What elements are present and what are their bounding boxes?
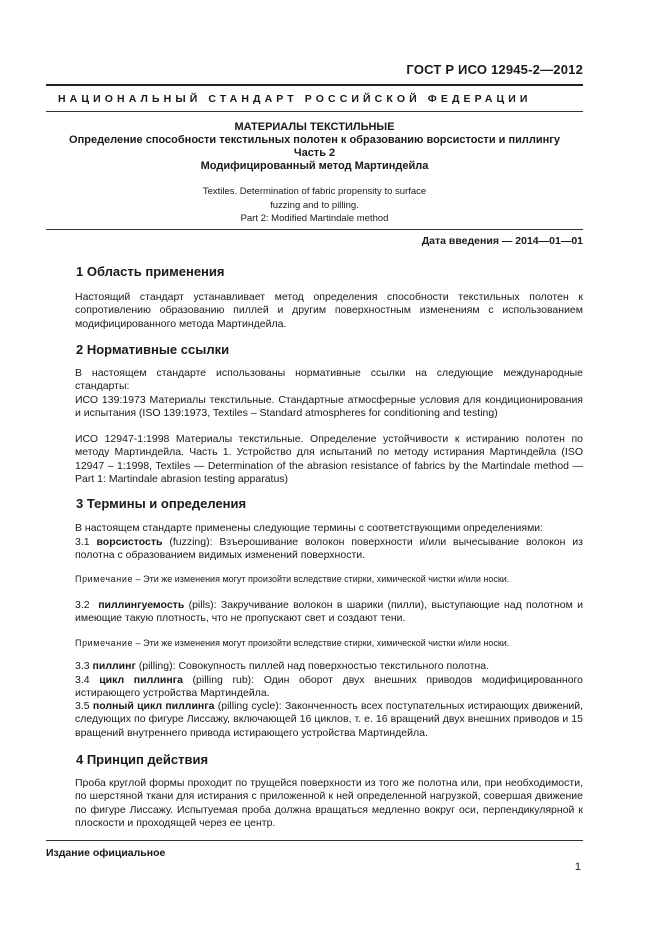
banner-rule: [46, 111, 583, 112]
title-line-4: Модифицированный метод Мартиндейла: [200, 160, 429, 172]
term-3-4-text: (pilling rub): Один оборот двух внешних приводов модифицированного истирающего устройства Мартиндейла.: [75, 674, 583, 700]
term-3-3-text: (pilling): Совокупность пиллей над поверхностью текстильного полотна.: [138, 660, 490, 672]
term-3-5-text: (pilling cycle): Законченность всех поступательных истирающих движений, следующих по фигуре Лиссажу, включающей 16 циклов, т. е. 16 вращений двух внешних приводов и 15 вращений внутреннего привода истирающего устройства Мартиндейла.: [75, 700, 584, 739]
term-3-4: [75, 674, 583, 701]
term-3-1-text: (fuzzing): Взъерошивание волокон поверхности и/или вычесывание волокон из полотна с образованием видимых изменений поверхности.: [75, 536, 583, 562]
term-3-3-term: пиллинг: [92, 660, 136, 672]
term-3-3-number: 3.3: [75, 660, 90, 672]
standard-code: ГОСТ Р ИСО 12945-2—2012: [406, 62, 583, 77]
section-2-heading: 2 Нормативные ссылки: [76, 342, 230, 357]
term-3-3: [75, 660, 583, 673]
term-3-5-term: полный цикл пиллинга: [92, 700, 215, 712]
english-title-block: [46, 185, 583, 226]
section-4-heading: 4 Принцип действия: [76, 752, 209, 767]
english-title-line-2: fuzzing and to pilling.: [270, 199, 359, 211]
page-number: 1: [574, 861, 581, 873]
note-1: [75, 573, 583, 585]
footer-rule: [46, 840, 583, 841]
note-2-label: Примечание: [75, 638, 134, 648]
official-edition-label: Издание официальное: [46, 847, 166, 859]
term-3-2-text: (pills): Закручивание волокон в шарики (пилли), выступающие над полотном и имеющие такую плотность, что не пропускают свет и создают тени.: [75, 599, 584, 625]
document-title-block: [46, 121, 583, 173]
introduction-date: Дата введения — 2014—01—01: [421, 235, 583, 247]
header-rule: [46, 84, 583, 86]
section-1-paragraph: Настоящий стандарт устанавливает метод определения способности текстильных полотен к сопротивлению образованию пиллей и другим поверхностным изменениям с использованием модифицированного метода Мартиндейла.: [75, 291, 583, 330]
note-2-text: – Эти же изменения могут произойти вследствие стирки, химической чистки и/или носки.: [135, 638, 510, 648]
term-3-2-term: пиллингуемость: [98, 599, 185, 611]
term-3-1: [75, 536, 583, 563]
term-3-5-number: 3.5: [75, 700, 90, 712]
title-line-1: МАТЕРИАЛЫ ТЕКСТИЛЬНЫЕ: [234, 121, 395, 133]
section-3-heading: 3 Термины и определения: [76, 496, 247, 511]
english-title-line-1: Textiles. Determination of fabric propensity to surface: [202, 186, 427, 197]
note-2: [75, 637, 583, 649]
note-1-label: Примечание: [75, 574, 134, 584]
title-line-2: Определение способности текстильных полотен к образованию ворсистости и пиллингу: [69, 134, 560, 146]
term-3-2-number: 3.2: [75, 599, 90, 611]
section-2-paragraph-3: ИСО 12947-1:1998 Материалы текстильные. Определение устойчивости к истиранию полотен по методу Мартиндейла. Часть 1. Устройство для испытаний по методу истирания Мартиндейла (ISO 12947 – 1:1998, Textiles — Determination of the abrasion resistance of fabrics by the Martindale method — Part 1: Martindale abrasion testing apparatus): [75, 433, 583, 485]
term-3-4-number: 3.4: [75, 674, 90, 686]
term-3-4-term: цикл пиллинга: [99, 674, 183, 686]
section-4-paragraph: Проба круглой формы проходит по трущейся поверхности из того же полотна или, при необходимости, по шерстяной ткани для истирания с приложенной к ней определенной нагрузкой, совершая движение по фигуре Лиссажу. Испытуемая проба должна вращаться медленно вокруг оси, перпендикулярной к плоскости и проходящей через ее центр.: [75, 777, 583, 829]
note-1-text: – Эти же изменения могут произойти вследствие стирки, химической чистки и/или носки.: [135, 574, 510, 584]
title-rule: [46, 229, 583, 230]
term-3-1-term: ворсистость: [96, 536, 163, 548]
section-2-paragraph-1: В настоящем стандарте использованы нормативные ссылки на следующие международные стандарты:: [75, 367, 583, 393]
term-3-1-number: 3.1: [75, 536, 90, 548]
term-3-5: [75, 700, 583, 740]
section-1-heading: 1 Область применения: [76, 264, 225, 279]
term-3-2: [75, 599, 583, 626]
section-3-intro: В настоящем стандарте применены следующие термины с соответствующими определениями:: [75, 522, 544, 534]
english-title-line-3: Part 2: Modified Martindale method: [240, 213, 389, 224]
national-standard-banner: НАЦИОНАЛЬНЫЙ СТАНДАРТ РОССИЙСКОЙ ФЕДЕРАЦИИ: [58, 93, 532, 105]
section-2-paragraph-2: ИСО 139:1973 Материалы текстильные. Стандартные атмосферные условия для кондиционирования и испытания (ISO 139:1973, Textiles – Standard atmospheres for conditioning and testing): [75, 394, 583, 420]
title-line-3: Часть 2: [293, 147, 336, 159]
